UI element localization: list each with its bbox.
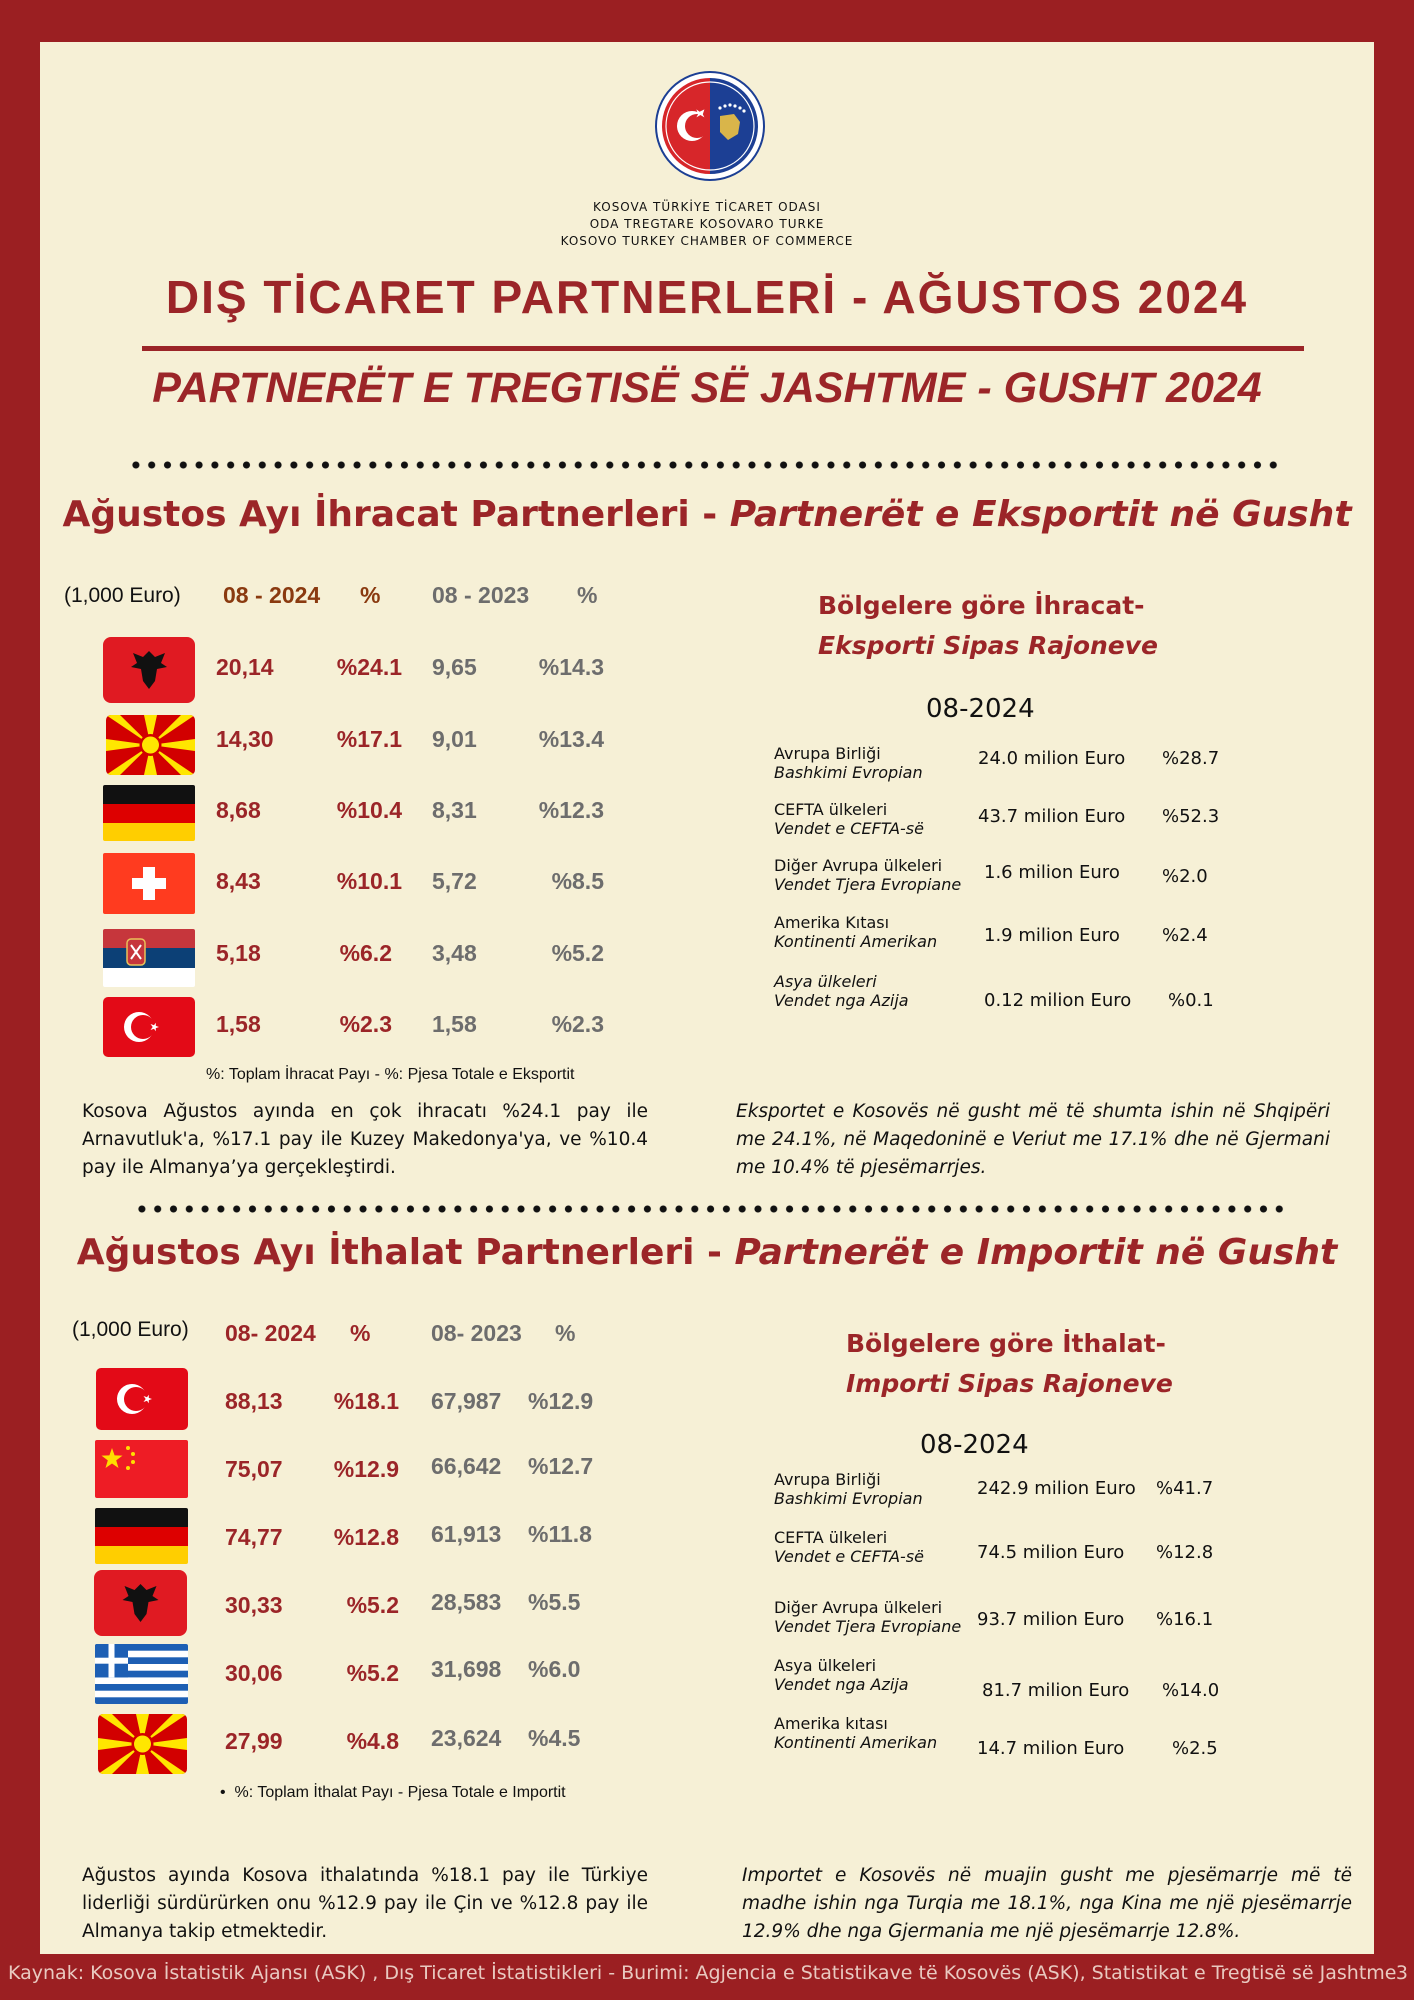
exp-r4-v2023: 5,72 (432, 868, 477, 894)
exp-r1-p2024: %24.1 (336, 654, 402, 680)
imp-r2-p2024: %12.9 (333, 1456, 399, 1482)
imp-region-5-value: 14.7 milion Euro (977, 1738, 1125, 1759)
exp-r3-v2024: 8,68 (216, 797, 261, 823)
imports-col-pct-2023: % (555, 1320, 576, 1346)
imp-r2-v2024: 75,07 (225, 1456, 283, 1482)
imp-r2-v2023: 66,642 (431, 1453, 502, 1479)
imp-r6-p2024: %4.8 (346, 1728, 399, 1754)
imp-region-1-name-tr: Avrupa Birliği (774, 1470, 881, 1489)
exports-heading-sq: Partnerët e Eksportit në Gusht (729, 494, 1352, 535)
title-divider (142, 346, 1304, 351)
exports-regions-title (818, 586, 1158, 666)
imports-regions-title-tr: Bölgelere göre İthalat- (846, 1329, 1166, 1358)
imp-r3-p2024: %12.8 (333, 1524, 399, 1550)
flag-serbia-icon (103, 929, 195, 987)
exports-regions-period: 08-2024 (926, 694, 1035, 724)
imp-region-4-name (774, 1656, 909, 1694)
exp-region-5-pct: %0.1 (1168, 990, 1214, 1011)
exp-r4-v2024: 8,43 (216, 868, 261, 894)
imp-r1-v2023: 67,987 (431, 1388, 502, 1414)
imp-region-2-pct: %12.8 (1156, 1542, 1214, 1563)
imp-r1-p2023: %12.9 (528, 1388, 594, 1414)
exp-region-1-name (774, 744, 923, 782)
imp-r2-p2023: %12.7 (528, 1453, 594, 1479)
flag-turkey-icon (96, 1368, 188, 1430)
exports-heading (40, 494, 1374, 535)
imp-region-1-name-sq: Bashkimi Evropian (774, 1489, 923, 1508)
title-sq: PARTNERËT E TREGTISË SË JASHTME - GUSHT 2024 (152, 364, 1262, 412)
imp-region-3-pct: %16.1 (1156, 1609, 1214, 1630)
flag-albania-icon (103, 637, 195, 703)
exports-col-pct-2024: % (360, 582, 381, 608)
imports-heading-tr: Ağustos Ayı İthalat Partnerleri - (76, 1232, 735, 1273)
flag-germany-icon (103, 785, 195, 841)
imp-region-5-name (774, 1714, 937, 1752)
imp-region-2-name-tr: CEFTA ülkeleri (774, 1528, 888, 1547)
imp-region-5-pct: %2.5 (1172, 1738, 1218, 1759)
imp-r3-p2023: %11.8 (528, 1521, 592, 1547)
exp-r2-v2024: 14,30 (216, 726, 274, 752)
flag-north-macedonia-icon (98, 1714, 187, 1774)
imp-region-1-name (774, 1470, 923, 1508)
bullet-icon: • (220, 1784, 235, 1801)
imp-r5-p2024: %5.2 (346, 1660, 399, 1686)
exp-r1-v2023: 9,65 (432, 654, 477, 680)
flag-turkey-icon (103, 997, 195, 1057)
exp-r5-p2023: %5.2 (551, 940, 604, 966)
exp-region-1-pct: %28.7 (1162, 748, 1220, 769)
imp-region-2-name-sq: Vendet e CEFTA-së (774, 1547, 924, 1566)
exp-r2-p2023: %13.4 (538, 726, 604, 752)
exports-para-tr: Kosova Ağustos ayında en çok ihracatı %24.1 pay ile Arnavutluk'a, %17.1 pay ile Kuzey Makedonya'ya, ve %10.4 pay ile Almanya’ya gerçekleştirdi. (82, 1101, 648, 1178)
exp-region-3-value: 1.6 milion Euro (984, 862, 1120, 883)
imp-region-3-name (774, 1598, 961, 1636)
imp-r6-v2023: 23,624 (431, 1725, 502, 1751)
footer (0, 1962, 1414, 1984)
exports-col-2024: 08 - 2024 (223, 582, 321, 608)
imp-region-2-name (774, 1528, 924, 1566)
exports-col-2023: 08 - 2023 (432, 582, 530, 608)
exp-r4-p2024: %10.1 (336, 868, 402, 894)
exp-region-4-name-sq: Kontinenti Amerikan (774, 932, 938, 951)
imports-col-pct-2024: % (350, 1320, 371, 1346)
exp-region-1-name-tr: Avrupa Birliği (774, 744, 881, 763)
exp-region-5-name-sq: Vendet nga Azija (774, 991, 909, 1010)
imp-region-3-name-tr: Diğer Avrupa ülkeleri (774, 1598, 943, 1617)
chamber-logo (654, 70, 766, 182)
exp-r5-v2024: 5,18 (216, 940, 261, 966)
imports-regions-period: 08-2024 (920, 1430, 1029, 1460)
exports-regions-title-sq: Eksporti Sipas Rajoneve (818, 631, 1159, 660)
exp-region-2-value: 43.7 milion Euro (978, 806, 1126, 827)
exp-region-2-name (774, 800, 924, 838)
imp-r3-v2024: 74,77 (225, 1524, 283, 1550)
flag-greece-icon (95, 1644, 188, 1704)
exp-r6-v2024: 1,58 (216, 1011, 261, 1037)
exp-region-2-name-sq: Vendet e CEFTA-së (774, 819, 924, 838)
exports-note: %: Toplam İhracat Payı - %: Pjesa Totale e Eksportit (206, 1066, 575, 1083)
imports-col-2024: 08- 2024 (225, 1320, 316, 1346)
imp-r5-p2023: %6.0 (528, 1656, 581, 1682)
dotted-divider-2 (134, 1204, 1284, 1214)
exports-para-sq: Eksportet e Kosovës në gusht më të shumta ishin në Shqipëri me 24.1%, në Maqedoninë e Veriut me 17.1% dhe në Gjermani me 10.4% të pjesëmarrjes. (736, 1101, 1330, 1178)
exports-regions-title-tr: Bölgelere göre İhracat- (818, 591, 1145, 620)
imports-heading (40, 1232, 1374, 1273)
imp-region-3-name-sq: Vendet Tjera Evropiane (774, 1617, 962, 1636)
exp-region-1-name-sq: Bashkimi Evropian (774, 763, 923, 782)
exp-region-3-pct: %2.0 (1162, 866, 1208, 887)
exp-region-4-pct: %2.4 (1162, 925, 1208, 946)
exp-region-4-name (774, 913, 937, 951)
flag-albania-icon (94, 1570, 187, 1636)
imp-region-1-value: 242.9 milion Euro (977, 1478, 1136, 1499)
exp-r6-v2023: 1,58 (432, 1011, 477, 1037)
flag-switzerland-icon (103, 853, 195, 914)
exp-r3-v2023: 8,31 (432, 797, 477, 823)
org-name-en: KOSOVO TURKEY CHAMBER OF COMMERCE (560, 234, 854, 248)
flag-china-icon (95, 1440, 188, 1498)
exports-heading-tr: Ağustos Ayı İhracat Partnerleri - (62, 494, 730, 535)
exports-unit: (1,000 Euro) (64, 584, 181, 607)
page (40, 42, 1374, 1954)
exp-r6-p2023: %2.3 (551, 1011, 604, 1037)
flag-germany-icon (95, 1508, 188, 1564)
imports-col-2023: 08- 2023 (431, 1320, 522, 1346)
imports-para-tr: Ağustos ayında Kosova ithalatında %18.1 pay ile Türkiye liderliği sürdürürken onu %12.9 pay ile Çin ve %12.8 pay ile Almanya takip etmektedir. (82, 1865, 648, 1942)
imp-r1-p2024: %18.1 (333, 1388, 399, 1414)
exp-r5-v2023: 3,48 (432, 940, 477, 966)
imp-region-5-name-tr: Amerika kıtası (774, 1714, 888, 1733)
imp-r6-p2023: %4.5 (528, 1725, 581, 1751)
exp-region-1-value: 24.0 milion Euro (978, 748, 1126, 769)
imp-region-1-pct: %41.7 (1156, 1478, 1214, 1499)
imp-region-4-value: 81.7 milion Euro (982, 1680, 1130, 1701)
exp-r4-p2023: %8.5 (551, 868, 604, 894)
imports-unit: (1,000 Euro) (72, 1318, 189, 1341)
imports-note (220, 1784, 566, 1802)
title-tr: DIŞ TİCARET PARTNERLERİ - AĞUSTOS 2024 (165, 271, 1249, 323)
imports-note-text: %: Toplam İthalat Payı - Pjesa Totale e Importit (234, 1784, 566, 1801)
exp-r3-p2023: %12.3 (538, 797, 604, 823)
org-name-sq: ODA TREGTARE KOSOVARO TURKE (589, 217, 825, 231)
exp-region-5-value: 0.12 milion Euro (984, 990, 1132, 1011)
imports-regions-title-sq: Importi Sipas Rajoneve (846, 1369, 1173, 1398)
exp-region-4-name-tr: Amerika Kıtası (774, 913, 890, 932)
exp-r1-p2023: %14.3 (538, 654, 604, 680)
imports-regions-title (846, 1324, 1173, 1404)
imp-r4-v2024: 30,33 (225, 1592, 283, 1618)
imp-r5-v2024: 30,06 (225, 1660, 283, 1686)
imports-heading-sq: Partnerët e Importit në Gusht (734, 1232, 1338, 1273)
exp-r1-v2024: 20,14 (216, 654, 274, 680)
imp-r6-v2024: 27,99 (225, 1728, 283, 1754)
exp-r2-v2023: 9,01 (432, 726, 477, 752)
imp-r1-v2024: 88,13 (225, 1388, 283, 1414)
imp-region-2-value: 74.5 milion Euro (977, 1542, 1125, 1563)
imp-r4-v2023: 28,583 (431, 1589, 502, 1615)
imp-r3-v2023: 61,913 (431, 1521, 502, 1547)
exp-region-5-name-tr: Asya ülkeleri (774, 972, 877, 991)
dotted-divider (128, 460, 1278, 470)
exp-region-3-name (774, 856, 961, 894)
imports-para-sq: Importet e Kosovës në muajin gusht me pjesëmarrje më të madhe ishin nga Turqia me 18.1%, nga Kina me një pjesëmarrje 12.9% dhe nga Gjermania me një pjesëmarrje 12.8%. (742, 1865, 1352, 1942)
imp-region-3-value: 93.7 milion Euro (977, 1609, 1125, 1630)
exp-region-2-pct: %52.3 (1162, 806, 1220, 827)
exp-r6-p2024: %2.3 (339, 1011, 392, 1037)
imp-r4-p2023: %5.5 (528, 1589, 581, 1615)
imp-region-5-name-sq: Kontinenti Amerikan (774, 1733, 938, 1752)
exp-region-3-name-tr: Diğer Avrupa ülkeleri (774, 856, 943, 875)
exp-region-3-name-sq: Vendet Tjera Evropiane (774, 875, 962, 894)
page-number: 3 (1395, 1962, 1408, 1984)
imp-region-4-name-sq: Vendet nga Azija (774, 1675, 909, 1694)
exp-region-5-name (774, 972, 909, 1010)
exp-r3-p2024: %10.4 (336, 797, 402, 823)
exp-region-4-value: 1.9 milion Euro (984, 925, 1120, 946)
imp-region-4-name-tr: Asya ülkeleri (774, 1656, 877, 1675)
imp-region-4-pct: %14.0 (1162, 1680, 1220, 1701)
exports-col-pct-2023: % (577, 582, 598, 608)
exp-r2-p2024: %17.1 (336, 726, 402, 752)
footer-source: Kaynak: Kosova İstatistik Ajansı (ASK) , Dış Ticaret İstatistikleri - Burimi: Agjencia e Statistikave të Kosovës (ASK), Statistikat e Tregtisë së Jashtme (8, 1962, 1397, 1984)
org-name-tr: KOSOVA TÜRKİYE TİCARET ODASI (593, 200, 821, 214)
imp-r5-v2023: 31,698 (431, 1656, 502, 1682)
exp-r5-p2024: %6.2 (339, 940, 392, 966)
flag-north-macedonia-icon (106, 715, 195, 775)
exp-region-2-name-tr: CEFTA ülkeleri (774, 800, 888, 819)
imp-r4-p2024: %5.2 (346, 1592, 399, 1618)
